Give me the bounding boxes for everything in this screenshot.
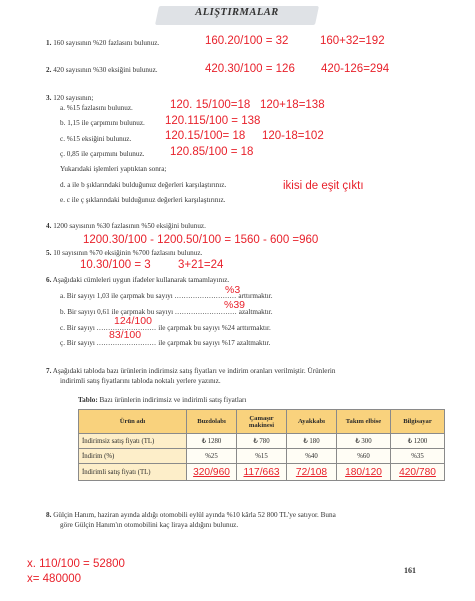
- question-2-number: 2.: [46, 66, 52, 74]
- question-8-number: 8.: [46, 511, 52, 519]
- question-1: [46, 39, 159, 47]
- table-cell: %60: [337, 449, 391, 464]
- q3-item-f: e. c ile ç şıklarındaki bulduğunuz değerleri karşılaştırınız.: [60, 196, 226, 204]
- q6-a-blank: ...........................: [174, 292, 237, 300]
- table-cell: %40: [287, 449, 337, 464]
- table-header-cell: Çamaşır makinesi: [237, 410, 287, 434]
- question-7-line-1: [46, 367, 335, 375]
- question-2: [46, 66, 158, 74]
- q6-b-text-2: azaltmaktır.: [238, 308, 273, 316]
- q5-answer-b: 3+21=24: [178, 259, 224, 271]
- table-row-label: İndirimli satış fiyatı (TL): [79, 464, 187, 481]
- question-3-intro: 120 sayısının;: [53, 94, 94, 102]
- table-cell: ₺ 300: [337, 434, 391, 449]
- table-row-final: [79, 464, 445, 481]
- question-7-text-1: Aşağıdaki tabloda bazı ürünlerin indirimsiz satış fiyatları ve indirim oranları verilmiştir. Ürünlerin: [52, 367, 336, 375]
- question-1-number: 1.: [46, 39, 52, 47]
- table-answer-cell: 420/780: [391, 464, 445, 481]
- table-caption: [78, 396, 246, 404]
- q3-item-c: c. %15 eksiğini bulunuz.: [60, 135, 132, 143]
- table-header-cell: Bilgisayar: [391, 410, 445, 434]
- question-6-text: Aşağıdaki cümleleri uygun ifadeler kullanarak tamamlayınız.: [52, 276, 230, 284]
- table-cell: %35: [391, 449, 445, 464]
- table-cell: ₺ 180: [287, 434, 337, 449]
- table-cell: %15: [237, 449, 287, 464]
- table-cell: %25: [187, 449, 237, 464]
- q6-a-answer: %3: [225, 284, 241, 296]
- question-4: [46, 222, 206, 230]
- question-2-text: 420 sayısının %30 eksiğini bulunuz.: [53, 66, 158, 74]
- q3-d-answer: 120.85/100 = 18: [170, 146, 254, 158]
- question-3-number: 3.: [46, 94, 52, 102]
- q6-a-text-1: a. Bir sayıyı 1,03 ile çarpmak bu sayıyı: [60, 292, 173, 300]
- q8-answer-line-2: x= 480000: [27, 573, 82, 585]
- table-cell: ₺ 1280: [187, 434, 237, 449]
- q1-answer-a: 160.20/100 = 32: [205, 35, 289, 47]
- q8-answer-line-1: x. 110/100 = 52800: [27, 558, 125, 570]
- q6-b-answer: %39: [224, 299, 246, 311]
- q6-c-text-1: c. Bir sayıyı: [60, 324, 95, 332]
- q2-answer-a: 420.30/100 = 126: [205, 63, 295, 75]
- table-row-discount: [79, 449, 445, 464]
- q4-answer: 1200.30/100 - 1200.50/100 = 1560 - 600 =960: [83, 234, 319, 246]
- table-header-cell: Ürün adı: [79, 410, 187, 434]
- q3-b-answer: 120.115/100 = 138: [165, 115, 261, 127]
- q3-a-answer-a: 120. 15/100=18: [170, 99, 251, 111]
- q3-note: Yukarıdaki işlemleri yaptıktan sonra;: [60, 165, 167, 173]
- q3-item-a: a. %15 fazlasını bulunuz.: [60, 104, 133, 112]
- q6-item-c: [60, 324, 271, 332]
- q3-item-b: b. 1,15 ile çarpımını bulunuz.: [60, 119, 145, 127]
- question-6-number: 6.: [46, 276, 52, 284]
- q5-answer-a: 10.30/100 = 3: [80, 259, 151, 271]
- q3-c-answer-b: 120-18=102: [262, 130, 324, 142]
- q3-c-answer-a: 120.15/100= 18: [165, 130, 246, 142]
- question-8-text-2: göre Gülçin Hanım'ın otomobilini kaç liraya aldığını bulunuz.: [60, 521, 239, 529]
- price-table: [78, 409, 445, 481]
- q6-d-text-1: ç. Bir sayıyı: [60, 339, 95, 347]
- q6-b-blank: ...........................: [174, 308, 237, 316]
- q6-b-text-1: b. Bir sayıyı 0,61 ile çarpmak bu sayıyı: [60, 308, 174, 316]
- page-number: 161: [404, 566, 416, 575]
- question-5-text: 10 sayısının %70 eksiğinin %700 fazlasını bulunuz.: [53, 249, 203, 257]
- table-header-cell: Ayakkabı: [287, 410, 337, 434]
- table-answer-cell: 180/120: [337, 464, 391, 481]
- table-header-cell: Buzdolabı: [187, 410, 237, 434]
- question-5: [46, 249, 202, 257]
- q6-d-text-2: ile çarpmak bu sayıyı %17 azaltmaktır.: [158, 339, 271, 347]
- q6-c-text-2: ile çarpmak bu sayıyı %24 arttırmaktır.: [158, 324, 271, 332]
- q1-answer-b: 160+32=192: [320, 35, 385, 47]
- question-8-line-1: [46, 511, 336, 519]
- table-answer-cell: 72/108: [287, 464, 337, 481]
- table-header-cell: Takım elbise: [337, 410, 391, 434]
- q3-item-d: ç. 0,85 ile çarpımını bulunuz.: [60, 150, 145, 158]
- q6-d-answer: 83/100: [109, 329, 142, 341]
- table-answer-cell: 320/960: [187, 464, 237, 481]
- q2-answer-b: 420-126=294: [321, 63, 390, 75]
- table-answer-cell: 117/663: [237, 464, 287, 481]
- table-row-label: İndirimsiz satış fiyatı (TL): [79, 434, 187, 449]
- table-row-price: [79, 434, 445, 449]
- question-7-text-2: indirimli satış fiyatlarını tabloda noktalı yerlere yazınız.: [60, 377, 221, 385]
- q3-item-e: d. a ile b şıklarındaki bulduğunuz değerleri karşılaştırınız.: [60, 181, 227, 189]
- q6-c-blank: ..........................: [96, 324, 157, 332]
- question-7-number: 7.: [46, 367, 52, 375]
- question-4-number: 4.: [46, 222, 52, 230]
- q6-a-text-2: arttırmaktır.: [238, 292, 273, 300]
- table-cell: ₺ 780: [237, 434, 287, 449]
- page-title: ALIŞTIRMALAR: [195, 7, 279, 18]
- q6-c-answer: 124/100: [114, 315, 152, 327]
- table-cell: ₺ 1200: [391, 434, 445, 449]
- q3-a-answer-b: 120+18=138: [260, 99, 325, 111]
- question-1-text: 160 sayısının %20 fazlasını bulunuz.: [53, 39, 160, 47]
- q6-d-blank: ..........................: [96, 339, 157, 347]
- table-caption-label: Tablo:: [78, 396, 98, 404]
- question-8-text-1: Gülçin Hanım, haziran ayında aldığı otomobili eylül ayında %10 kârla 52 800 TL'ye satıyor. Buna: [53, 511, 336, 519]
- q6-item-d: [60, 339, 270, 347]
- table-header-row: [79, 410, 445, 434]
- table-row-label: İndirim (%): [79, 449, 187, 464]
- table-caption-text: Bazı ürünlerin indirimsiz ve indirimli satış fiyatları: [99, 396, 247, 404]
- question-5-number: 5.: [46, 249, 52, 257]
- q3-e-answer: ikisi de eşit çıktı: [283, 180, 364, 192]
- question-6: [46, 276, 229, 284]
- question-4-text: 1200 sayısının %30 fazlasının %50 eksiğini bulunuz.: [53, 222, 206, 230]
- question-3: [46, 94, 93, 102]
